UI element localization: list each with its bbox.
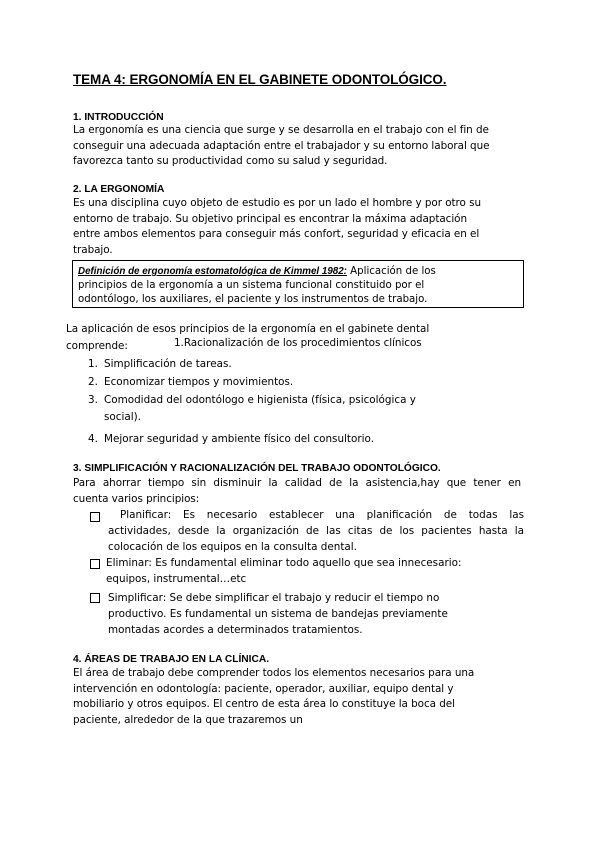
definition-box (72, 260, 524, 308)
text-line: montadas acordes a determinados tratamientos. (108, 624, 363, 637)
bullet-planificar (108, 507, 524, 556)
list-number: 4. (88, 433, 98, 445)
list-text: Mejorar seguridad y ambiente físico del consultorio. (104, 433, 374, 445)
text-line: Es una disciplina cuyo objeto de estudio es por un lado el hombre y por otro su (73, 197, 481, 209)
text-line: La aplicación de esos principios de la ergonomía en el gabinete dental (66, 323, 430, 335)
checkbox-icon (90, 512, 100, 522)
text-line: comprende: (66, 340, 128, 352)
text-line: Planificar: Es necesario establecer una planificación de todas las (120, 509, 524, 521)
list-number: 2. (88, 376, 98, 388)
text-line: mobiliario y otros equipos. El centro de esta área lo constituye la boca del (73, 698, 455, 711)
definition-text: Aplicación de los (346, 266, 436, 277)
paragraph-ergonomia (73, 196, 533, 258)
bullet-eliminar (106, 555, 522, 587)
section-heading-ergonomia: 2. LA ERGONOMÍA (73, 184, 165, 195)
paragraph-intro (73, 123, 533, 170)
paragraph-application-line2 (66, 339, 526, 355)
text-line: equipos, instrumental…etc (106, 573, 247, 586)
page-title: TEMA 4: ERGONOMÍA EN EL GABINETE ODONTOLÓGICO. (73, 72, 447, 87)
text-line: paciente, alrededor de la que trazaremos un (73, 713, 303, 726)
paragraph-simplificacion (73, 476, 521, 492)
definition-label: Definición de ergonomía estomatológica de Kimmel 1982: (78, 266, 347, 277)
text-line: favorezca tanto su productividad como su salud y seguridad. (73, 155, 388, 168)
list-number: 3. (88, 394, 98, 406)
text-line: 1.Racionalización de los procedimientos clínicos (174, 337, 422, 349)
checkbox-icon (90, 593, 100, 603)
bullet-simplificar (108, 590, 524, 639)
text-line: conseguir una adecuada adaptación entre el trabajador y su entorno laboral que (73, 139, 490, 152)
text-line: Para ahorrar tiempo sin disminuir la calidad de la asistencia,hay que tener en (73, 477, 521, 489)
section-heading-areas: 4. ÁREAS DE TRABAJO EN LA CLÍNICA. (73, 654, 270, 665)
list-text: Economizar tiempos y movimientos. (104, 376, 294, 388)
definition-text: odontólogo, los auxiliares, el paciente y los instrumentos de trabajo. (78, 294, 428, 306)
paragraph-areas (73, 666, 533, 728)
list-text: Comodidad del odontólogo e higienista (física, psicológica y (104, 394, 416, 406)
paragraph-simplificacion-line2 (73, 492, 533, 508)
text-line: intervención en odontología: paciente, operador, auxiliar, equipo dental y (73, 682, 454, 695)
text-line: El área de trabajo debe comprender todos los elementos necesarios para una (73, 667, 475, 679)
checkbox-icon (90, 559, 100, 569)
text-line: cuenta varios principios: (73, 493, 200, 505)
definition-text: principios de la ergonomía a un sistema funcional constituido por el (78, 280, 425, 292)
list-number: 1. (88, 358, 98, 370)
list-text: social). (104, 411, 141, 423)
text-line: Eliminar: Es fundamental eliminar todo aquello que sea innecesario: (106, 557, 462, 569)
section-heading-intro: 1. INTRODUCCIÓN (73, 112, 164, 123)
text-line: entre ambos elementos para conseguir más confort, seguridad y eficacia en el (73, 228, 480, 241)
text-line: entorno de trabajo. Su objetivo principal es encontrar la máxima adaptación (73, 212, 468, 225)
section-heading-simplificacion: 3. SIMPLIFICACIÓN Y RACIONALIZACIÓN DEL TRABAJO ODONTOLÓGICO. (73, 463, 441, 474)
text-line: colocación de los equipos en la consulta dental. (108, 541, 357, 554)
text-line: Simplificar: Se debe simplificar el trabajo y reducir el tiempo no (108, 592, 440, 604)
text-line: productivo. Es fundamental un sistema de bandejas previamente (108, 608, 448, 621)
list-text: Simplificación de tareas. (104, 358, 232, 370)
text-line: trabajo. (73, 243, 113, 256)
text-line: La ergonomía es una ciencia que surge y se desarrolla en el trabajo con el fin de (73, 124, 489, 136)
text-line: actividades, desde la organización de las citas de los pacientes hasta la (108, 525, 524, 538)
